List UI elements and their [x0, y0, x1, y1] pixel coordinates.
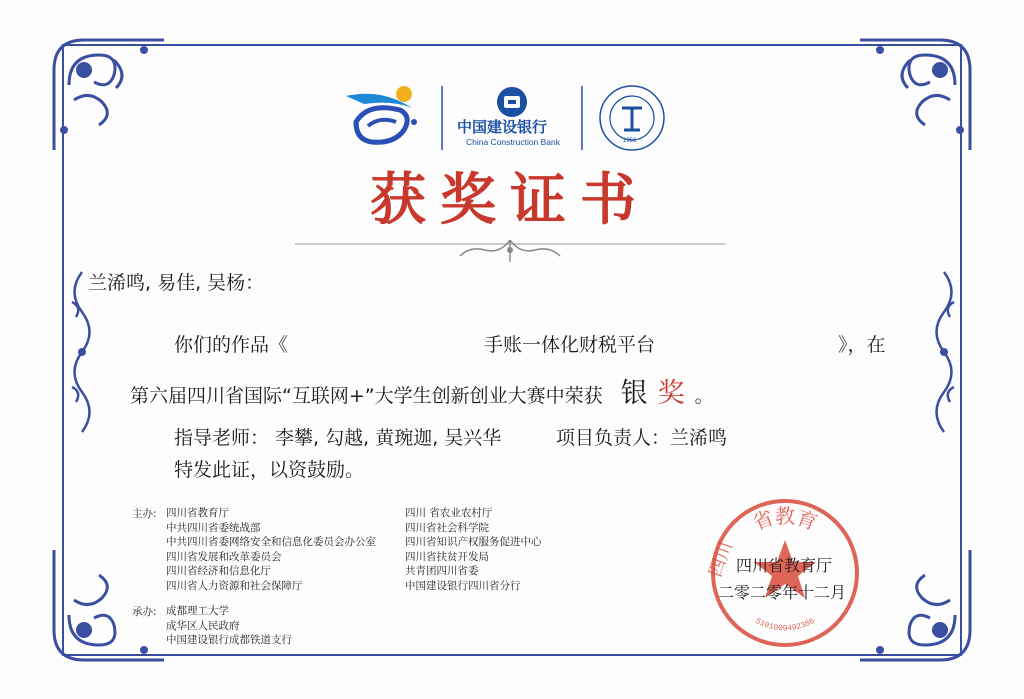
hosts-label: 承办: [132, 606, 157, 618]
project-leader: 项目负责人：兰浠鸣 [556, 427, 728, 449]
body-line-work [174, 330, 886, 357]
organizer-item: 四川省社会科学院 [405, 521, 489, 534]
organizers-col2 [405, 506, 542, 593]
issuer: 四川省教育厅 [736, 556, 833, 575]
host-item: 中国建设银行成都铁道支行 [166, 634, 292, 646]
hosts-list [166, 604, 292, 648]
corner-ornament-top-left [44, 30, 174, 160]
ccb-name: 中国建设银行 [457, 118, 548, 136]
sponsor-logos [342, 82, 682, 154]
host-item: 成都理工大学 [166, 605, 229, 617]
award-end: 。 [694, 385, 714, 407]
closing-text: 特发此证，以资鼓励。 [174, 459, 365, 481]
svg-text:省教育 [749, 504, 820, 535]
seal-text: 省教育 [749, 504, 821, 535]
award-silver: 银 [620, 378, 658, 409]
seal-number: 5101009492386 [753, 616, 817, 634]
organizers-label: 主办: [132, 508, 157, 520]
side-ornament-right [924, 262, 964, 442]
competition-text: 第六届四川省国际“互联网+”大学生创新创业大赛中荣获 [130, 385, 603, 407]
organizer-item: 中国建设银行四川省分行 [405, 579, 521, 592]
award-level [621, 378, 695, 409]
award-jiang: 奖 [657, 378, 695, 409]
organizer-item: 四川省教育厅 [166, 507, 229, 519]
organizer-item: 四川 省农业农村厅 [405, 507, 493, 519]
organizer-item: 四川省发展和改革委员会 [166, 550, 282, 563]
organizer-item: 中共四川省委统战部 [166, 521, 261, 534]
work-suffix: 》，在 [838, 334, 886, 356]
issue-date: 二零二零年十二月 [718, 583, 847, 602]
organizer-item: 四川省人力资源和社会保障厅 [166, 579, 303, 592]
svg-text:5101009492386 [754, 617, 817, 634]
recipients: 兰浠鸣, 易佳, 吴杨： [88, 272, 265, 294]
advisors: 指导老师： 李攀, 勾越, 黄琬迦, 吴兴华 [174, 427, 502, 449]
body-line-advisors [174, 423, 728, 450]
organizer-item: 四川省知识产权服务促进中心 [405, 536, 542, 548]
ccb-logo [457, 87, 561, 147]
host-item: 成华区人民政府 [166, 619, 240, 632]
organizer-item: 四川省扶贫开发局 [405, 550, 489, 563]
corner-ornament-top-right [850, 30, 980, 160]
work-title: 手账一体化财税平台 [484, 334, 656, 356]
university-emblem [600, 86, 664, 150]
organizer-item: 共青团四川省委 [405, 565, 479, 577]
organizer-item: 中共四川省委网络安全和信息化委员会办公室 [166, 536, 376, 548]
emblem-year: 1956 [623, 138, 637, 144]
ccb-english-name: China Construction Bank [466, 137, 561, 147]
competition-logo [346, 86, 417, 142]
title-divider-ornament [295, 236, 725, 266]
seal-side-text: 四川 [704, 538, 738, 580]
certificate-title: 获奖证书 [370, 167, 650, 233]
organizers-col1 [166, 506, 376, 593]
body-line-competition [130, 371, 714, 410]
organizer-item: 四川省经济和信息化厅 [166, 565, 271, 577]
work-prefix: 你们的作品《 [174, 334, 289, 356]
